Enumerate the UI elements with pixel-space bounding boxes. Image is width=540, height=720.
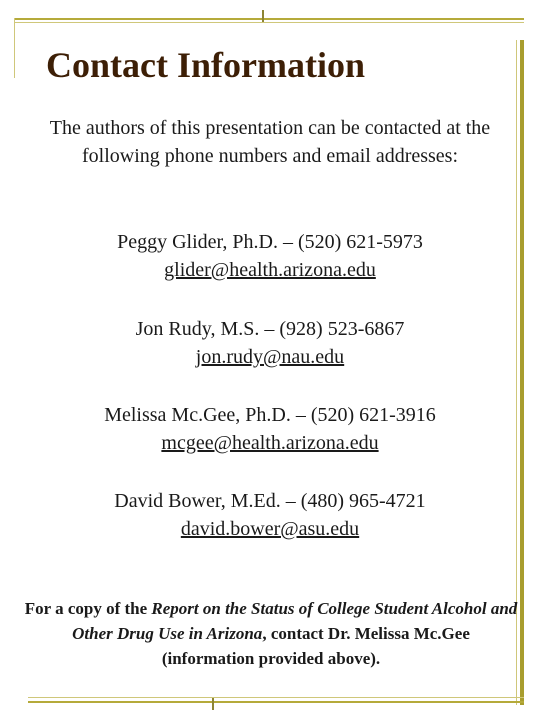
- bottom-frame-line-inner: [28, 697, 524, 698]
- contact-line: Peggy Glider, Ph.D. – (520) 621-5973: [117, 231, 423, 253]
- email-link[interactable]: jon.rudy@nau.edu: [195, 346, 345, 368]
- report-footer-note: [24, 596, 518, 671]
- top-frame-line-inner: [14, 22, 524, 23]
- bottom-tick-mark: [212, 698, 214, 710]
- intro-text: The authors of this presentation can be contacted at the following phone numbers and email addresses:: [49, 117, 491, 167]
- report-title: Report on the Status of College Student Alcohol and Other Drug Use in Arizona: [72, 599, 518, 643]
- contact-line: David Bower, M.Ed. – (480) 965-4721: [114, 490, 426, 512]
- contact-entry: [20, 401, 520, 457]
- top-tick-mark: [262, 10, 264, 22]
- top-frame-line: [14, 18, 524, 20]
- contact-line: Melissa Mc.Gee, Ph.D. – (520) 621-3916: [104, 404, 436, 426]
- footer-suffix: , contact Dr. Melissa Mc.Gee (information provided above).: [161, 624, 470, 668]
- bottom-frame-line: [28, 701, 524, 703]
- contact-entry: [20, 487, 520, 543]
- contact-entry: [20, 315, 520, 371]
- left-frame-line: [14, 18, 15, 78]
- email-link[interactable]: mcgee@health.arizona.edu: [161, 432, 379, 454]
- right-frame-bar: [520, 40, 524, 705]
- page-title: Contact Information: [46, 45, 365, 85]
- footer-prefix: For a copy of the: [24, 599, 152, 618]
- email-link[interactable]: glider@health.arizona.edu: [164, 259, 376, 281]
- contact-entry: [20, 228, 520, 284]
- contact-line: Jon Rudy, M.S. – (928) 523-6867: [135, 318, 405, 340]
- email-link[interactable]: david.bower@asu.edu: [180, 518, 360, 540]
